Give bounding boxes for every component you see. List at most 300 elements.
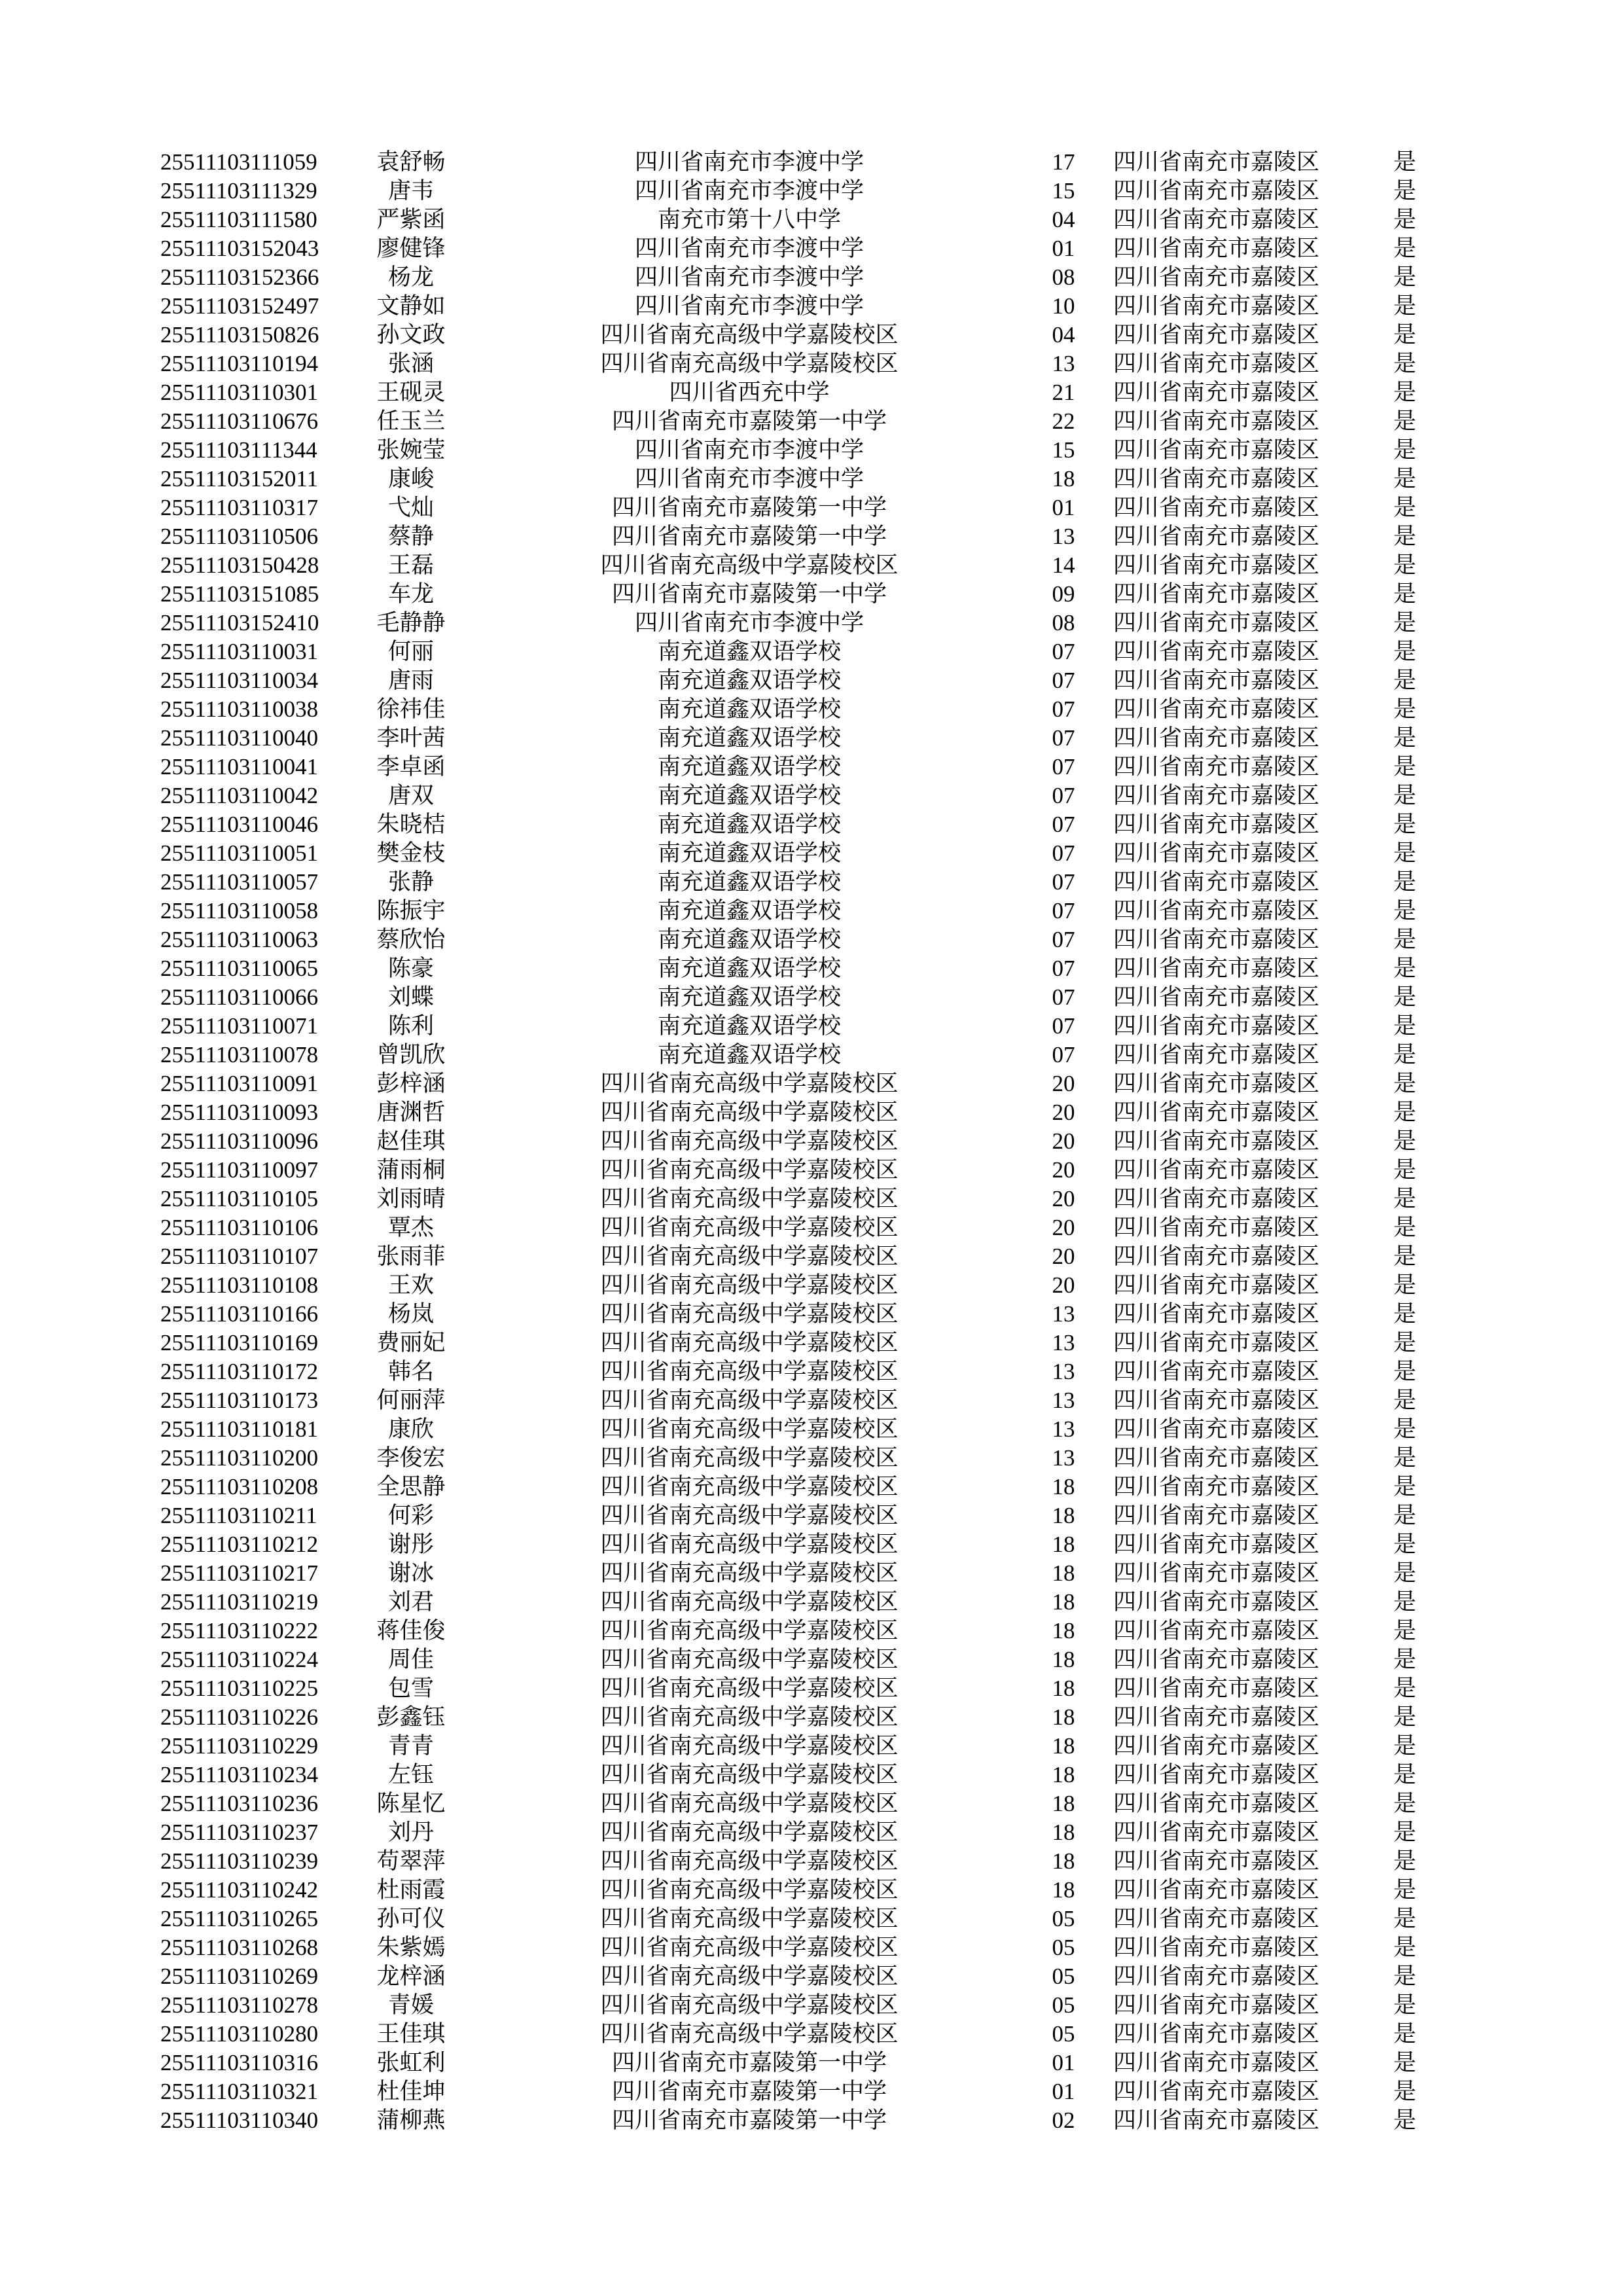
cell-name: 张婉莹 <box>376 437 446 463</box>
cell-name: 刘蝶 <box>387 984 434 1010</box>
cell-district: 四川省南充市嘉陵区 <box>1113 783 1320 808</box>
cell-district: 四川省南充市嘉陵区 <box>1113 898 1320 924</box>
table-row <box>160 378 1492 407</box>
table-row <box>160 2077 1492 2106</box>
table-row <box>160 2049 1492 2077</box>
cell-school: 四川省南充高级中学嘉陵校区 <box>600 1762 899 1787</box>
cell-school: 四川省南充高级中学嘉陵校区 <box>600 322 899 348</box>
cell-school: 南充道鑫双语学校 <box>657 696 841 722</box>
cell-district: 四川省南充市嘉陵区 <box>1113 408 1320 434</box>
cell-seat: 05 <box>1052 1992 1075 2018</box>
cell-confirm: 是 <box>1393 495 1416 520</box>
cell-school: 四川省南充高级中学嘉陵校区 <box>600 1560 899 1586</box>
cell-confirm: 是 <box>1393 380 1416 405</box>
cell-confirm: 是 <box>1393 2079 1416 2104</box>
table-row <box>160 1905 1492 1933</box>
cell-school: 南充道鑫双语学校 <box>657 1042 841 1067</box>
cell-school: 四川省南充高级中学嘉陵校区 <box>600 1618 899 1643</box>
cell-district: 四川省南充市嘉陵区 <box>1113 1445 1320 1471</box>
cell-exam_id: 25511103110317 <box>160 495 319 520</box>
cell-district: 四川省南充市嘉陵区 <box>1113 1992 1320 2018</box>
cell-exam_id: 25511103152366 <box>160 264 319 290</box>
cell-exam_id: 25511103110091 <box>160 1071 319 1096</box>
cell-name: 赵佳琪 <box>376 1128 446 1154</box>
cell-district: 四川省南充市嘉陵区 <box>1113 2079 1320 2104</box>
cell-exam_id: 25511103110226 <box>160 1704 319 1730</box>
cell-confirm: 是 <box>1393 1100 1416 1125</box>
cell-seat: 07 <box>1052 840 1075 866</box>
cell-seat: 21 <box>1052 380 1075 405</box>
cell-seat: 07 <box>1052 1013 1075 1039</box>
cell-seat: 20 <box>1052 1186 1075 1211</box>
cell-exam_id: 25511103110269 <box>160 1964 319 1989</box>
cell-exam_id: 25511103110242 <box>160 1877 319 1903</box>
cell-district: 四川省南充市嘉陵区 <box>1113 466 1320 492</box>
cell-seat: 13 <box>1052 1388 1075 1413</box>
cell-name: 徐祎佳 <box>376 696 446 722</box>
cell-district: 四川省南充市嘉陵区 <box>1113 1647 1320 1672</box>
cell-school: 四川省南充高级中学嘉陵校区 <box>600 552 899 578</box>
cell-seat: 02 <box>1052 2108 1075 2133</box>
cell-district: 四川省南充市嘉陵区 <box>1113 1560 1320 1586</box>
cell-district: 四川省南充市嘉陵区 <box>1113 984 1320 1010</box>
table-row <box>160 1732 1492 1761</box>
cell-confirm: 是 <box>1393 178 1416 204</box>
cell-exam_id: 25511103110096 <box>160 1128 319 1154</box>
cell-exam_id: 25511103110042 <box>160 783 319 808</box>
cell-seat: 07 <box>1052 898 1075 924</box>
cell-confirm: 是 <box>1393 581 1416 607</box>
cell-confirm: 是 <box>1393 783 1416 808</box>
cell-exam_id: 25511103110316 <box>160 2050 319 2075</box>
cell-name: 谢彤 <box>387 1532 434 1557</box>
cell-name: 袁舒畅 <box>376 149 446 175</box>
cell-exam_id: 25511103110181 <box>160 1416 319 1442</box>
cell-confirm: 是 <box>1393 1647 1416 1672</box>
cell-district: 四川省南充市嘉陵区 <box>1113 293 1320 319</box>
cell-exam_id: 25511103110097 <box>160 1157 319 1183</box>
cell-school: 四川省南充高级中学嘉陵校区 <box>600 1071 899 1096</box>
cell-school: 四川省南充高级中学嘉陵校区 <box>600 1992 899 2018</box>
cell-school: 四川省南充市嘉陵第一中学 <box>611 408 887 434</box>
cell-seat: 18 <box>1052 1733 1075 1759</box>
cell-district: 四川省南充市嘉陵区 <box>1113 725 1320 751</box>
table-row <box>160 897 1492 925</box>
table-row <box>160 465 1492 493</box>
cell-confirm: 是 <box>1393 1042 1416 1067</box>
table-row <box>160 1271 1492 1300</box>
table-row <box>160 1530 1492 1559</box>
cell-exam_id: 25511103110093 <box>160 1100 319 1125</box>
table-row <box>160 407 1492 436</box>
cell-seat: 14 <box>1052 552 1075 578</box>
cell-confirm: 是 <box>1393 1301 1416 1327</box>
cell-name: 杨岚 <box>387 1301 434 1327</box>
table-row <box>160 954 1492 983</box>
cell-school: 南充道鑫双语学校 <box>657 984 841 1010</box>
cell-name: 韩名 <box>387 1359 434 1384</box>
cell-district: 四川省南充市嘉陵区 <box>1113 1532 1320 1557</box>
cell-school: 四川省南充高级中学嘉陵校区 <box>600 1589 899 1615</box>
cell-seat: 20 <box>1052 1100 1075 1125</box>
cell-name: 王欢 <box>387 1272 434 1298</box>
cell-school: 南充道鑫双语学校 <box>657 927 841 952</box>
table-row <box>160 1962 1492 1991</box>
cell-seat: 18 <box>1052 1820 1075 1845</box>
table-row <box>160 1617 1492 1645</box>
cell-confirm: 是 <box>1393 898 1416 924</box>
cell-school: 四川省南充高级中学嘉陵校区 <box>600 1848 899 1874</box>
table-row <box>160 551 1492 580</box>
cell-exam_id: 25511103110046 <box>160 812 319 837</box>
cell-name: 蒲柳燕 <box>376 2108 446 2133</box>
cell-exam_id: 25511103110107 <box>160 1244 319 1269</box>
cell-district: 四川省南充市嘉陵区 <box>1113 1704 1320 1730</box>
cell-seat: 07 <box>1052 668 1075 693</box>
cell-confirm: 是 <box>1393 1330 1416 1355</box>
cell-confirm: 是 <box>1393 812 1416 837</box>
cell-seat: 01 <box>1052 495 1075 520</box>
cell-school: 四川省南充高级中学嘉陵校区 <box>600 1416 899 1442</box>
cell-name: 蔡欣怡 <box>376 927 446 952</box>
cell-school: 四川省南充市嘉陵第一中学 <box>611 2050 887 2075</box>
cell-district: 四川省南充市嘉陵区 <box>1113 1733 1320 1759</box>
cell-confirm: 是 <box>1393 437 1416 463</box>
table-row <box>160 1300 1492 1329</box>
cell-name: 康欣 <box>387 1416 434 1442</box>
cell-district: 四川省南充市嘉陵区 <box>1113 1042 1320 1067</box>
cell-name: 青青 <box>387 1733 434 1759</box>
table-row <box>160 321 1492 350</box>
cell-confirm: 是 <box>1393 1560 1416 1586</box>
cell-confirm: 是 <box>1393 1820 1416 1845</box>
cell-exam_id: 25511103110224 <box>160 1647 319 1672</box>
cell-district: 四川省南充市嘉陵区 <box>1113 1791 1320 1816</box>
cell-confirm: 是 <box>1393 552 1416 578</box>
cell-exam_id: 25511103110172 <box>160 1359 319 1384</box>
cell-district: 四川省南充市嘉陵区 <box>1113 956 1320 981</box>
cell-exam_id: 25511103110321 <box>160 2079 319 2104</box>
cell-confirm: 是 <box>1393 984 1416 1010</box>
cell-confirm: 是 <box>1393 610 1416 636</box>
cell-seat: 08 <box>1052 264 1075 290</box>
cell-confirm: 是 <box>1393 1359 1416 1384</box>
cell-confirm: 是 <box>1393 1503 1416 1528</box>
cell-school: 四川省南充高级中学嘉陵校区 <box>600 1445 899 1471</box>
cell-seat: 07 <box>1052 956 1075 981</box>
table-row <box>160 1645 1492 1674</box>
cell-school: 四川省南充高级中学嘉陵校区 <box>600 2021 899 2047</box>
cell-district: 四川省南充市嘉陵区 <box>1113 696 1320 722</box>
cell-district: 四川省南充市嘉陵区 <box>1113 524 1320 549</box>
cell-name: 康峻 <box>387 466 434 492</box>
table-row <box>160 1847 1492 1876</box>
cell-district: 四川省南充市嘉陵区 <box>1113 1503 1320 1528</box>
cell-district: 四川省南充市嘉陵区 <box>1113 610 1320 636</box>
cell-seat: 18 <box>1052 1560 1075 1586</box>
cell-district: 四川省南充市嘉陵区 <box>1113 1848 1320 1874</box>
cell-exam_id: 25511103110108 <box>160 1272 319 1298</box>
cell-seat: 20 <box>1052 1215 1075 1240</box>
table-row <box>160 839 1492 868</box>
cell-exam_id: 25511103110169 <box>160 1330 319 1355</box>
cell-confirm: 是 <box>1393 466 1416 492</box>
cell-exam_id: 25511103110051 <box>160 840 319 866</box>
cell-seat: 18 <box>1052 1532 1075 1557</box>
table-row <box>160 753 1492 781</box>
cell-school: 南充道鑫双语学校 <box>657 840 841 866</box>
cell-confirm: 是 <box>1393 1762 1416 1787</box>
cell-seat: 18 <box>1052 1704 1075 1730</box>
cell-district: 四川省南充市嘉陵区 <box>1113 840 1320 866</box>
cell-seat: 20 <box>1052 1244 1075 1269</box>
cell-confirm: 是 <box>1393 1676 1416 1701</box>
cell-school: 四川省南充市嘉陵第一中学 <box>611 495 887 520</box>
table-row <box>160 234 1492 263</box>
table-row <box>160 1674 1492 1703</box>
cell-seat: 05 <box>1052 1906 1075 1931</box>
cell-school: 四川省南充市李渡中学 <box>634 149 864 175</box>
cell-school: 四川省南充高级中学嘉陵校区 <box>600 1244 899 1269</box>
cell-seat: 15 <box>1052 437 1075 463</box>
cell-exam_id: 25511103152497 <box>160 293 319 319</box>
table-row <box>160 637 1492 666</box>
cell-confirm: 是 <box>1393 927 1416 952</box>
cell-name: 唐双 <box>387 783 434 808</box>
cell-district: 四川省南充市嘉陵区 <box>1113 437 1320 463</box>
cell-confirm: 是 <box>1393 149 1416 175</box>
cell-seat: 05 <box>1052 1964 1075 1989</box>
cell-confirm: 是 <box>1393 639 1416 664</box>
table-row <box>160 1242 1492 1271</box>
cell-exam_id: 25511103110280 <box>160 2021 319 2047</box>
cell-district: 四川省南充市嘉陵区 <box>1113 1676 1320 1701</box>
student-roster-table <box>160 148 1492 2135</box>
cell-district: 四川省南充市嘉陵区 <box>1113 668 1320 693</box>
cell-seat: 13 <box>1052 1359 1075 1384</box>
cell-school: 四川省南充高级中学嘉陵校区 <box>600 1791 899 1816</box>
cell-exam_id: 25511103110057 <box>160 869 319 895</box>
table-row <box>160 1444 1492 1473</box>
cell-exam_id: 25511103110676 <box>160 408 319 434</box>
table-row <box>160 1156 1492 1185</box>
cell-school: 南充道鑫双语学校 <box>657 754 841 780</box>
cell-confirm: 是 <box>1393 840 1416 866</box>
cell-confirm: 是 <box>1393 1272 1416 1298</box>
roster-rows <box>160 148 1492 2135</box>
cell-district: 四川省南充市嘉陵区 <box>1113 1877 1320 1903</box>
cell-district: 四川省南充市嘉陵区 <box>1113 1244 1320 1269</box>
table-row <box>160 1818 1492 1847</box>
cell-name: 樊金枝 <box>376 840 446 866</box>
cell-name: 唐渊哲 <box>376 1100 446 1125</box>
cell-name: 王砚灵 <box>376 380 446 405</box>
table-row <box>160 2020 1492 2049</box>
cell-confirm: 是 <box>1393 725 1416 751</box>
cell-exam_id: 25511103110506 <box>160 524 319 549</box>
cell-confirm: 是 <box>1393 2108 1416 2133</box>
cell-exam_id: 25511103110301 <box>160 380 319 405</box>
cell-exam_id: 25511103111344 <box>160 437 317 463</box>
cell-district: 四川省南充市嘉陵区 <box>1113 1474 1320 1499</box>
cell-confirm: 是 <box>1393 754 1416 780</box>
cell-school: 四川省南充高级中学嘉陵校区 <box>600 1647 899 1672</box>
cell-name: 何丽 <box>387 639 434 664</box>
cell-seat: 04 <box>1052 322 1075 348</box>
cell-exam_id: 25511103110217 <box>160 1560 319 1586</box>
cell-district: 四川省南充市嘉陵区 <box>1113 149 1320 175</box>
cell-district: 四川省南充市嘉陵区 <box>1113 1416 1320 1442</box>
table-row <box>160 177 1492 206</box>
cell-school: 四川省南充高级中学嘉陵校区 <box>600 1820 899 1845</box>
cell-confirm: 是 <box>1393 1244 1416 1269</box>
cell-school: 四川省南充高级中学嘉陵校区 <box>600 1100 899 1125</box>
cell-school: 四川省南充高级中学嘉陵校区 <box>600 1935 899 1960</box>
cell-school: 四川省南充市李渡中学 <box>634 466 864 492</box>
table-row <box>160 925 1492 954</box>
cell-exam_id: 25511103110058 <box>160 898 319 924</box>
cell-district: 四川省南充市嘉陵区 <box>1113 812 1320 837</box>
cell-district: 四川省南充市嘉陵区 <box>1113 178 1320 204</box>
cell-confirm: 是 <box>1393 1935 1416 1960</box>
cell-seat: 07 <box>1052 639 1075 664</box>
cell-confirm: 是 <box>1393 293 1416 319</box>
cell-name: 覃杰 <box>387 1215 434 1240</box>
cell-seat: 20 <box>1052 1071 1075 1096</box>
table-row <box>160 1761 1492 1789</box>
cell-district: 四川省南充市嘉陵区 <box>1113 207 1320 232</box>
cell-seat: 13 <box>1052 1445 1075 1471</box>
cell-seat: 07 <box>1052 725 1075 751</box>
cell-school: 四川省南充市李渡中学 <box>634 178 864 204</box>
cell-school: 四川省南充市李渡中学 <box>634 264 864 290</box>
cell-exam_id: 25511103111059 <box>160 149 317 175</box>
cell-seat: 18 <box>1052 1877 1075 1903</box>
cell-confirm: 是 <box>1393 1128 1416 1154</box>
cell-name: 青媛 <box>387 1992 434 2018</box>
cell-school: 南充道鑫双语学校 <box>657 812 841 837</box>
cell-seat: 18 <box>1052 466 1075 492</box>
cell-name: 彭鑫钰 <box>376 1704 446 1730</box>
table-row <box>160 1991 1492 2020</box>
cell-confirm: 是 <box>1393 2021 1416 2047</box>
cell-seat: 13 <box>1052 1330 1075 1355</box>
cell-district: 四川省南充市嘉陵区 <box>1113 927 1320 952</box>
cell-exam_id: 25511103151085 <box>160 581 319 607</box>
table-row <box>160 1876 1492 1905</box>
cell-district: 四川省南充市嘉陵区 <box>1113 1330 1320 1355</box>
cell-exam_id: 25511103110034 <box>160 668 319 693</box>
cell-district: 四川省南充市嘉陵区 <box>1113 1301 1320 1327</box>
cell-exam_id: 25511103110212 <box>160 1532 319 1557</box>
cell-seat: 05 <box>1052 1935 1075 1960</box>
cell-confirm: 是 <box>1393 1964 1416 1989</box>
cell-district: 四川省南充市嘉陵区 <box>1113 351 1320 376</box>
cell-name: 严紫函 <box>376 207 446 232</box>
cell-district: 四川省南充市嘉陵区 <box>1113 1964 1320 1989</box>
cell-name: 蒋佳俊 <box>376 1618 446 1643</box>
table-row <box>160 1703 1492 1732</box>
cell-exam_id: 25511103110173 <box>160 1388 319 1413</box>
cell-seat: 07 <box>1052 869 1075 895</box>
table-row <box>160 580 1492 609</box>
cell-confirm: 是 <box>1393 1791 1416 1816</box>
cell-name: 张雨菲 <box>376 1244 446 1269</box>
table-row <box>160 868 1492 897</box>
cell-seat: 07 <box>1052 1042 1075 1067</box>
cell-exam_id: 25511103110278 <box>160 1992 319 2018</box>
cell-district: 四川省南充市嘉陵区 <box>1113 1128 1320 1154</box>
cell-name: 费丽妃 <box>376 1330 446 1355</box>
cell-exam_id: 25511103150428 <box>160 552 319 578</box>
cell-district: 四川省南充市嘉陵区 <box>1113 1071 1320 1096</box>
cell-seat: 07 <box>1052 984 1075 1010</box>
cell-exam_id: 25511103110071 <box>160 1013 319 1039</box>
cell-district: 四川省南充市嘉陵区 <box>1113 1906 1320 1931</box>
table-row <box>160 436 1492 465</box>
cell-exam_id: 25511103110065 <box>160 956 319 981</box>
cell-district: 四川省南充市嘉陵区 <box>1113 639 1320 664</box>
table-row <box>160 206 1492 234</box>
cell-district: 四川省南充市嘉陵区 <box>1113 322 1320 348</box>
cell-confirm: 是 <box>1393 1877 1416 1903</box>
cell-name: 毛静静 <box>376 610 446 636</box>
table-row <box>160 350 1492 378</box>
cell-name: 孙文政 <box>376 322 446 348</box>
cell-name: 曾凯欣 <box>376 1042 446 1067</box>
cell-seat: 13 <box>1052 1301 1075 1327</box>
cell-exam_id: 25511103110265 <box>160 1906 319 1931</box>
cell-seat: 18 <box>1052 1618 1075 1643</box>
cell-confirm: 是 <box>1393 351 1416 376</box>
cell-seat: 08 <box>1052 610 1075 636</box>
cell-confirm: 是 <box>1393 1906 1416 1931</box>
cell-exam_id: 25511103110211 <box>160 1503 317 1528</box>
cell-school: 四川省南充高级中学嘉陵校区 <box>600 1330 899 1355</box>
cell-name: 李俊宏 <box>376 1445 446 1471</box>
table-row <box>160 1933 1492 1962</box>
cell-district: 四川省南充市嘉陵区 <box>1113 1157 1320 1183</box>
cell-district: 四川省南充市嘉陵区 <box>1113 869 1320 895</box>
cell-exam_id: 25511103150826 <box>160 322 319 348</box>
cell-seat: 20 <box>1052 1157 1075 1183</box>
cell-confirm: 是 <box>1393 207 1416 232</box>
cell-seat: 18 <box>1052 1503 1075 1528</box>
cell-school: 四川省南充高级中学嘉陵校区 <box>600 1704 899 1730</box>
cell-exam_id: 25511103110166 <box>160 1301 319 1327</box>
cell-confirm: 是 <box>1393 1388 1416 1413</box>
cell-school: 南充道鑫双语学校 <box>657 1013 841 1039</box>
cell-exam_id: 25511103110340 <box>160 2108 319 2133</box>
table-row <box>160 1213 1492 1242</box>
cell-school: 四川省南充高级中学嘉陵校区 <box>600 1359 899 1384</box>
cell-confirm: 是 <box>1393 1589 1416 1615</box>
cell-name: 唐雨 <box>387 668 434 693</box>
cell-school: 南充道鑫双语学校 <box>657 725 841 751</box>
cell-exam_id: 25511103110268 <box>160 1935 319 1960</box>
cell-seat: 13 <box>1052 351 1075 376</box>
cell-district: 四川省南充市嘉陵区 <box>1113 552 1320 578</box>
table-row <box>160 2106 1492 2135</box>
cell-district: 四川省南充市嘉陵区 <box>1113 495 1320 520</box>
cell-confirm: 是 <box>1393 1992 1416 2018</box>
table-row <box>160 666 1492 695</box>
cell-seat: 18 <box>1052 1848 1075 1874</box>
cell-seat: 20 <box>1052 1272 1075 1298</box>
cell-district: 四川省南充市嘉陵区 <box>1113 1935 1320 1960</box>
table-row <box>160 781 1492 810</box>
cell-name: 蔡静 <box>387 524 434 549</box>
